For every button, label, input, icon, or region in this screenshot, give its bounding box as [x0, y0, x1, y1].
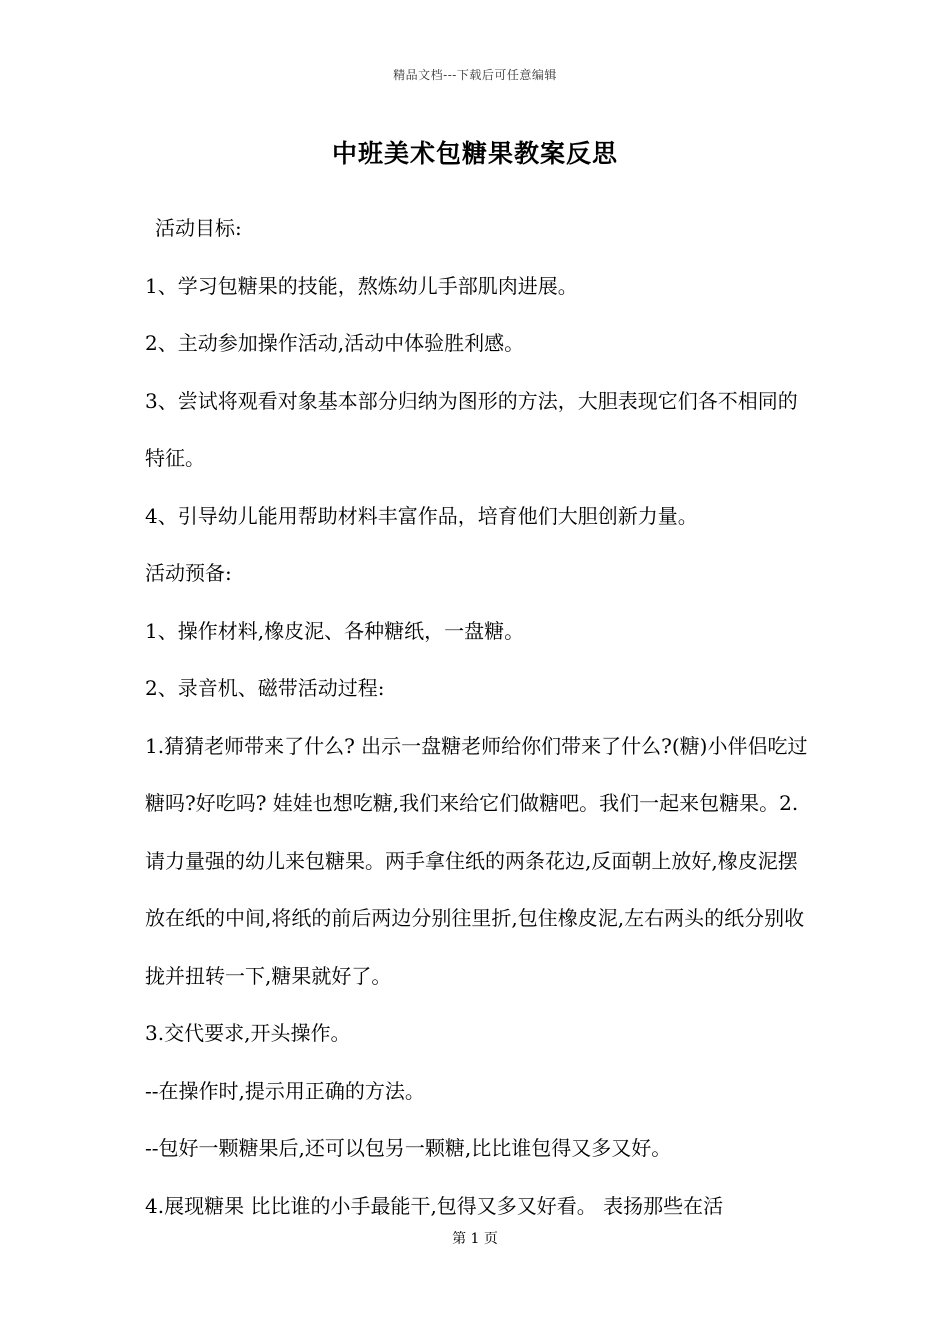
paragraph-prep-2: 2、录音机、磁带活动过程:	[145, 676, 385, 700]
page-header: 精品文档---下载后可任意编辑	[393, 68, 557, 82]
document-body	[145, 200, 810, 1235]
paragraph-prep-1: 1、操作材料,橡皮泥、各种糖纸，一盘糖。	[145, 618, 525, 643]
paragraph-process-4: 4.展现糖果 比比谁的小手最能干,包得又多又好看。 表扬那些在活	[145, 1193, 724, 1218]
paragraph-process-3: 3.交代要求,开头操作。	[145, 1021, 351, 1045]
paragraph-process-note-2: --包好一颗糖果后,还可以包另一颗糖,比比谁包得又多又好。	[145, 1136, 672, 1160]
paragraph-goal-2: 2、主动参加操作活动,活动中体验胜利感。	[145, 331, 525, 355]
paragraph-process-note-1: --在操作时,提示用正确的方法。	[145, 1078, 425, 1103]
paragraph-process-1: 1.猜猜老师带来了什么? 出示一盘糖老师给你们带来了什么?(糖)小伴侣吃过糖吗?好吃吗? 娃娃也想吃糖,我们来给它们做糖吧。我们一起来包糖果。2.请力量强的幼儿来包糖果。两手拿住纸的两条花边,反面朝上放好,橡皮泥摆放在纸的中间,将纸的前后两边分别往里折,包住橡皮泥,左右两头的纸分别收拢并扭转一下,糖果就好了。	[145, 733, 808, 988]
document-title: 中班美术包糖果教案反思	[331, 139, 618, 168]
page-number: 第 1 页	[452, 1231, 498, 1247]
paragraph-goal-1: 1、学习包糖果的技能，熬炼幼儿手部肌肉进展。	[145, 273, 578, 298]
paragraph-goal-4: 4、引导幼儿能用帮助材料丰富作品，培育他们大胆创新力量。	[145, 503, 698, 528]
paragraph-goal-3: 3、尝试将观看对象基本部分归纳为图形的方法，大胆表现它们各不相同的特征。	[145, 388, 798, 470]
paragraph-preparation: 活动预备:	[145, 561, 232, 585]
paragraph-activity-goals: 活动目标:	[155, 216, 242, 240]
